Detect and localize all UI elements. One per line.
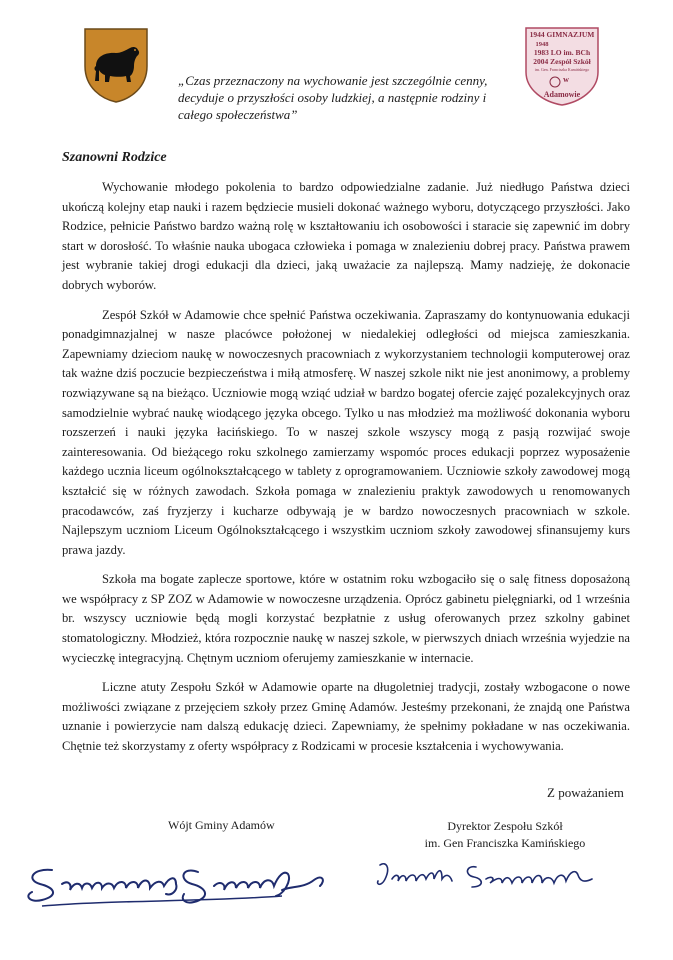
seal-line-6: w <box>563 75 569 84</box>
paragraph-3: Szkoła ma bogate zaplecze sportowe, które w ostatnim roku wzbogaciło się o salę fitness doposażoną we współpracy z SP ZOZ w Adamowie w nowoczesne urządzenia. Oprócz gabinetu pielęgniarki, od 1 września br. wszyscy uczniowie będą mogli korzystać bezpłatnie z usług oferowanych przez szkolny gabinet stomatologiczny. Młodzież, która rozpocznie naukę w naszej szkole, w pierwszych dniach września wyjedzie na wycieczkę integracyjną. Chętnym uczniom oferujemy zamieszkanie w internacie. <box>62 572 630 665</box>
seal-line-5: im. Gen. Franciszka Kamińskiego <box>534 67 590 72</box>
letter-body <box>62 178 630 767</box>
signatory-right-title <box>400 818 610 852</box>
seal-line-4: 2004 Zespół Szkół <box>533 57 591 66</box>
seal-line-2: 1948 <box>535 41 549 48</box>
greeting: Szanowni Rodzice <box>62 150 167 165</box>
signatory-left-title: Wójt Gminy Adamów <box>168 818 275 832</box>
seal-line-7: Adamowie <box>543 90 581 99</box>
seal-line-1: 1944 GIMNAZJUM <box>529 30 595 39</box>
signature-mayor <box>22 850 332 912</box>
paragraph-1: Wychowanie młodego pokolenia to bardzo odpowiedzialne zadanie. Już niedługo Państwa dzieci ukończą kolejny etap nauki i razem będziecie musieli dokonać ważnego wyboru, dotyczącego przyszłości. Jako Rodzice, pełnicie Państwo bardzo ważną rolę w kształtowaniu ich osobowości i staracie się zapewnić im dobry start w dorosłość. To właśnie nauka ubogaca człowieka i pomaga w znalezieniu dobrej pracy. Państwa prawem jest wybranie takiej drogi edukacji dla dzieci, jaką uważacie za najlepszą. Mamy nadzieję, że dokonacie dobrych wyborów. <box>62 180 630 292</box>
signature-director <box>372 855 602 897</box>
school-seal-icon <box>522 24 602 108</box>
signatory-right-line-2: im. Gen Franciszka Kamińskiego <box>424 836 586 850</box>
bear-coat-of-arms-icon <box>82 26 150 104</box>
paragraph-2: Zespół Szkół w Adamowie chce spełnić Państwa oczekiwania. Zapraszamy do kontynuowania edukacji ponadgimnazjalnej w nasze placówce położonej w niedalekiej odległości od miejsca zamieszkania. Zapewniamy dzieciom naukę w nowoczesnych pracowniach z wykorzystaniem technologii komputerowej oraz tak ważne dziś poczucie bezpieczeństwa i miłą atmosferę. W naszej szkole nikt nie jest anonimowy, a problemy rozwiązywane są na bieżąco. Uczniowie mogą wziąć udział w bardzo bogatej ofercie zajęć pozalekcyjnych oraz samodzielnie wybrać naukę wiodącego języka obcego. Tylko u nas młodzież ma możliwość dokonania wyboru rozszerzeń i nauki języka łacińskiego. To w naszej szkole wszyscy mogą z pasją rozwijać swoje zainteresowania. Od bieżącego roku szkolnego zamierzamy wspomóc proces edukacji poprzez wyposażenie każdego ucznia liceum ogólnokształcącego w tablety z oprogramowaniem. Uczniowie szkoły zawodowej mogą kształcić się w różnych zawodach. Szkoła pomaga w znalezieniu praktyk zawodowych u renomowanych pracodawców, zaś fryzjerzy i kucharze odbywają je w bardzo nowoczesnych pracowniach w szkole. Najlepszym uczniom Liceum Ogólnokształcącego i wszystkim uczniom szkoły zawodowej sfinansujemy kurs prawa jazdy. <box>62 307 630 557</box>
signatory-right-line-1: Dyrektor Zespołu Szkół <box>447 819 563 833</box>
seal-line-3: 1983 LO im. BCh <box>533 48 591 57</box>
closing-phrase: Z poważaniem <box>547 785 624 800</box>
motto-quote: „Czas przeznaczony na wychowanie jest szczególnie cenny, decyduje o przyszłości osoby ludzkiej, a następnie rodziny i całego społeczeństwa” <box>178 73 488 122</box>
paragraph-4: Liczne atuty Zespołu Szkół w Adamowie oparte na długoletniej tradycji, zostały wzbogacone o nowe możliwości związane z przejęciem szkoły przez Gminę Adamów. Jesteśmy przekonani, że znajdą one Państwa uznanie i powierzycie nam dalszą edukację dzieci. Zapewniamy, że spełnimy pokładane w nas oczekiwania. Chętnie też skorzystamy z oferty współpracy z Rodzicami w procesie kształcenia i wychowywania. <box>62 680 630 754</box>
